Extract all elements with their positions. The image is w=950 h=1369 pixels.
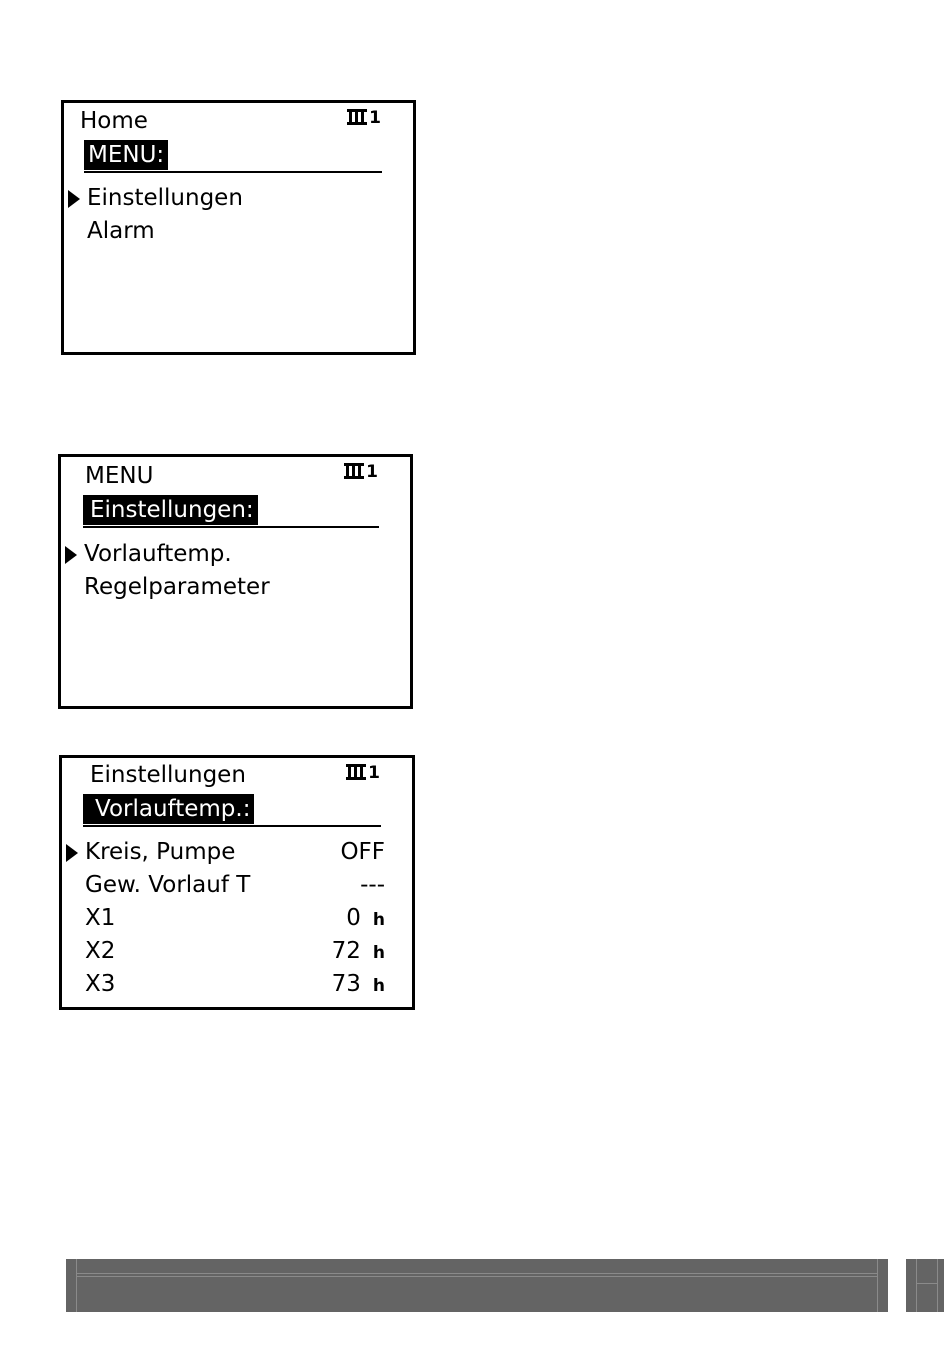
- page-tab-tick: [916, 1259, 917, 1312]
- pointer-triangle-icon: [66, 844, 78, 862]
- heading-divider: [83, 825, 381, 827]
- page-tab-line: [916, 1283, 938, 1284]
- footer-line: [76, 1273, 878, 1274]
- circuit-number: 1: [366, 462, 378, 482]
- unit-label: h: [372, 943, 385, 963]
- parameter-label: Kreis, Pumpe: [85, 839, 236, 865]
- parameter-value: 0 h: [346, 905, 385, 931]
- menu-item-label: Alarm: [87, 218, 155, 244]
- parameter-value: 72 h: [331, 938, 385, 964]
- screen-heading: Vorlauftemp.:: [83, 794, 254, 824]
- parameter-row-x2[interactable]: [66, 936, 385, 966]
- parameter-value: ---: [360, 872, 385, 898]
- page-tab: [906, 1259, 944, 1312]
- lcd-screen-menu-einstellungen: [58, 454, 413, 709]
- menu-item-vorlauftemp[interactable]: [65, 539, 383, 569]
- menu-item-regelparameter[interactable]: [65, 572, 383, 602]
- parameter-value: 73 h: [331, 971, 385, 997]
- page-tab-tick: [937, 1259, 938, 1312]
- footer-tick: [76, 1259, 77, 1312]
- parameter-label: X2: [85, 938, 116, 964]
- parameter-value: OFF: [340, 839, 385, 865]
- menu-item-label: Vorlauftemp.: [84, 541, 232, 567]
- radiator-icon: [347, 109, 367, 125]
- radiator-icon: [346, 764, 366, 780]
- unit-label: h: [372, 976, 385, 996]
- breadcrumb: Home: [80, 108, 148, 134]
- footer-line: [76, 1276, 878, 1277]
- menu-item-label: Regelparameter: [84, 574, 270, 600]
- screen-heading: Einstellungen:: [83, 495, 258, 525]
- lcd-screen-home-menu: [61, 100, 416, 355]
- circuit-number: 1: [369, 108, 381, 128]
- parameter-row-gew-vorlauf-t[interactable]: [66, 870, 385, 900]
- parameter-row-x3[interactable]: [66, 969, 385, 999]
- breadcrumb: MENU: [85, 463, 154, 489]
- circuit-indicator: [344, 461, 378, 483]
- parameter-label: Gew. Vorlauf T: [85, 872, 251, 898]
- circuit-indicator: [347, 107, 381, 129]
- menu-item-label: Einstellungen: [87, 185, 243, 211]
- footer-tick: [877, 1259, 878, 1312]
- menu-item-einstellungen[interactable]: [68, 183, 386, 213]
- circuit-number: 1: [368, 763, 380, 783]
- parameter-label: X3: [85, 971, 116, 997]
- menu-item-alarm[interactable]: [68, 216, 386, 246]
- breadcrumb: Einstellungen: [90, 762, 246, 788]
- pointer-triangle-icon: [65, 546, 77, 564]
- pointer-triangle-icon: [68, 190, 80, 208]
- circuit-indicator: [346, 762, 380, 784]
- parameter-label: X1: [85, 905, 116, 931]
- parameter-row-x1[interactable]: [66, 903, 385, 933]
- heading-divider: [83, 526, 379, 528]
- footer-bar: [66, 1259, 888, 1312]
- radiator-icon: [344, 463, 364, 479]
- parameter-row-kreis-pumpe[interactable]: [66, 837, 385, 867]
- unit-label: h: [372, 910, 385, 930]
- lcd-screen-vorlauftemp: [59, 755, 415, 1010]
- screen-heading: MENU:: [84, 140, 168, 170]
- heading-divider: [84, 171, 382, 173]
